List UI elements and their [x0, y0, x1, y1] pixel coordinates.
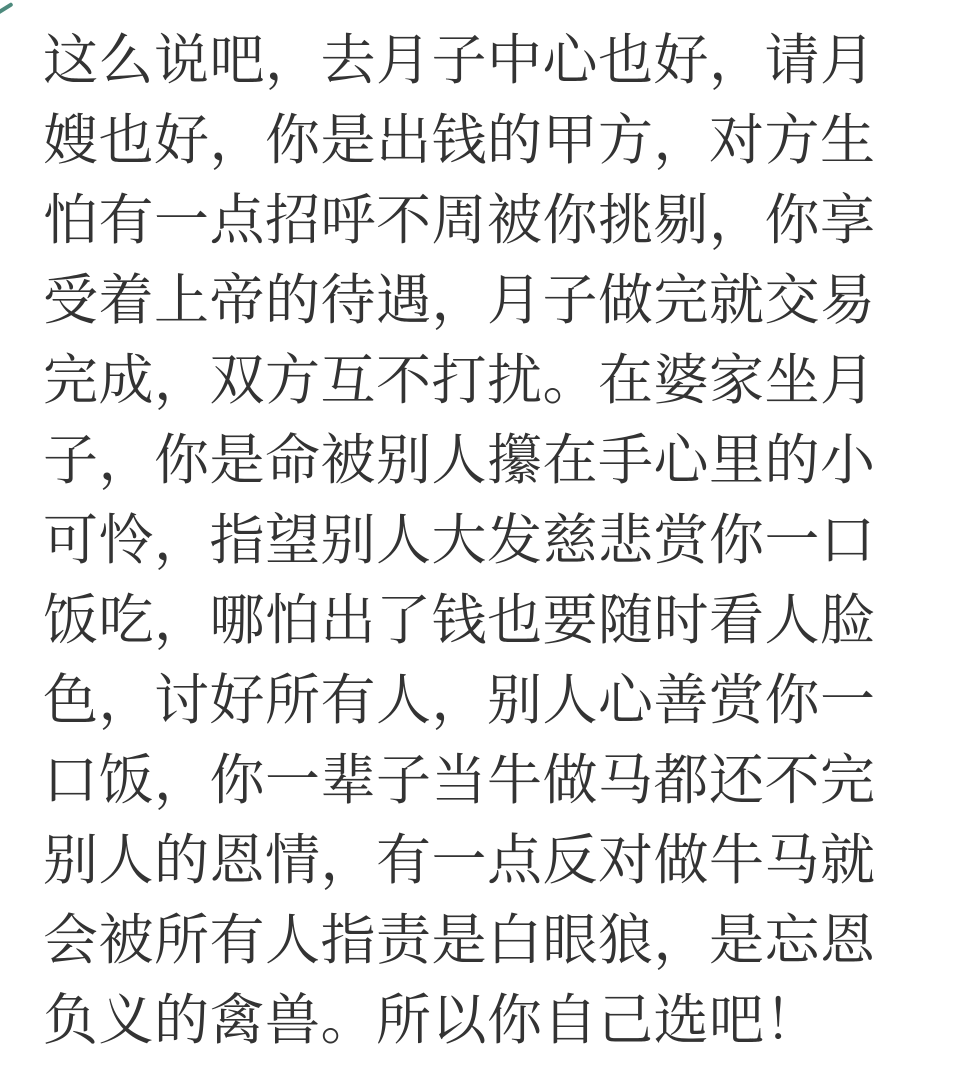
text-line: 会被所有人指责是白眼狼，是忘恩: [43, 909, 876, 971]
text-line: 完成，双方互不打扰。在婆家坐月: [43, 349, 876, 411]
text-line: 饭吃，哪怕出了钱也要随时看人脸: [43, 589, 876, 651]
text-line: 怕有一点招呼不周被你挑剔，你享: [43, 189, 876, 251]
text-line: 受着上帝的待遇，月子做完就交易: [43, 269, 876, 331]
text-line: 负义的禽兽。所以你自己选吧！: [43, 989, 821, 1051]
text-line: 别人的恩情，有一点反对做牛马就: [43, 829, 876, 891]
text-line: 嫂也好，你是出钱的甲方，对方生: [43, 109, 876, 171]
text-line: 可怜，指望别人大发慈悲赏你一口: [43, 509, 876, 571]
text-line: 子，你是命被别人攥在手心里的小: [43, 429, 876, 491]
post-text: [43, 20, 921, 1060]
text-line: 这么说吧，去月子中心也好，请月: [43, 29, 876, 91]
text-line: 口饭，你一辈子当牛做马都还不完: [43, 749, 876, 811]
corner-artifact-mark: [0, 2, 14, 16]
text-line: 色，讨好所有人，别人心善赏你一: [43, 669, 876, 731]
